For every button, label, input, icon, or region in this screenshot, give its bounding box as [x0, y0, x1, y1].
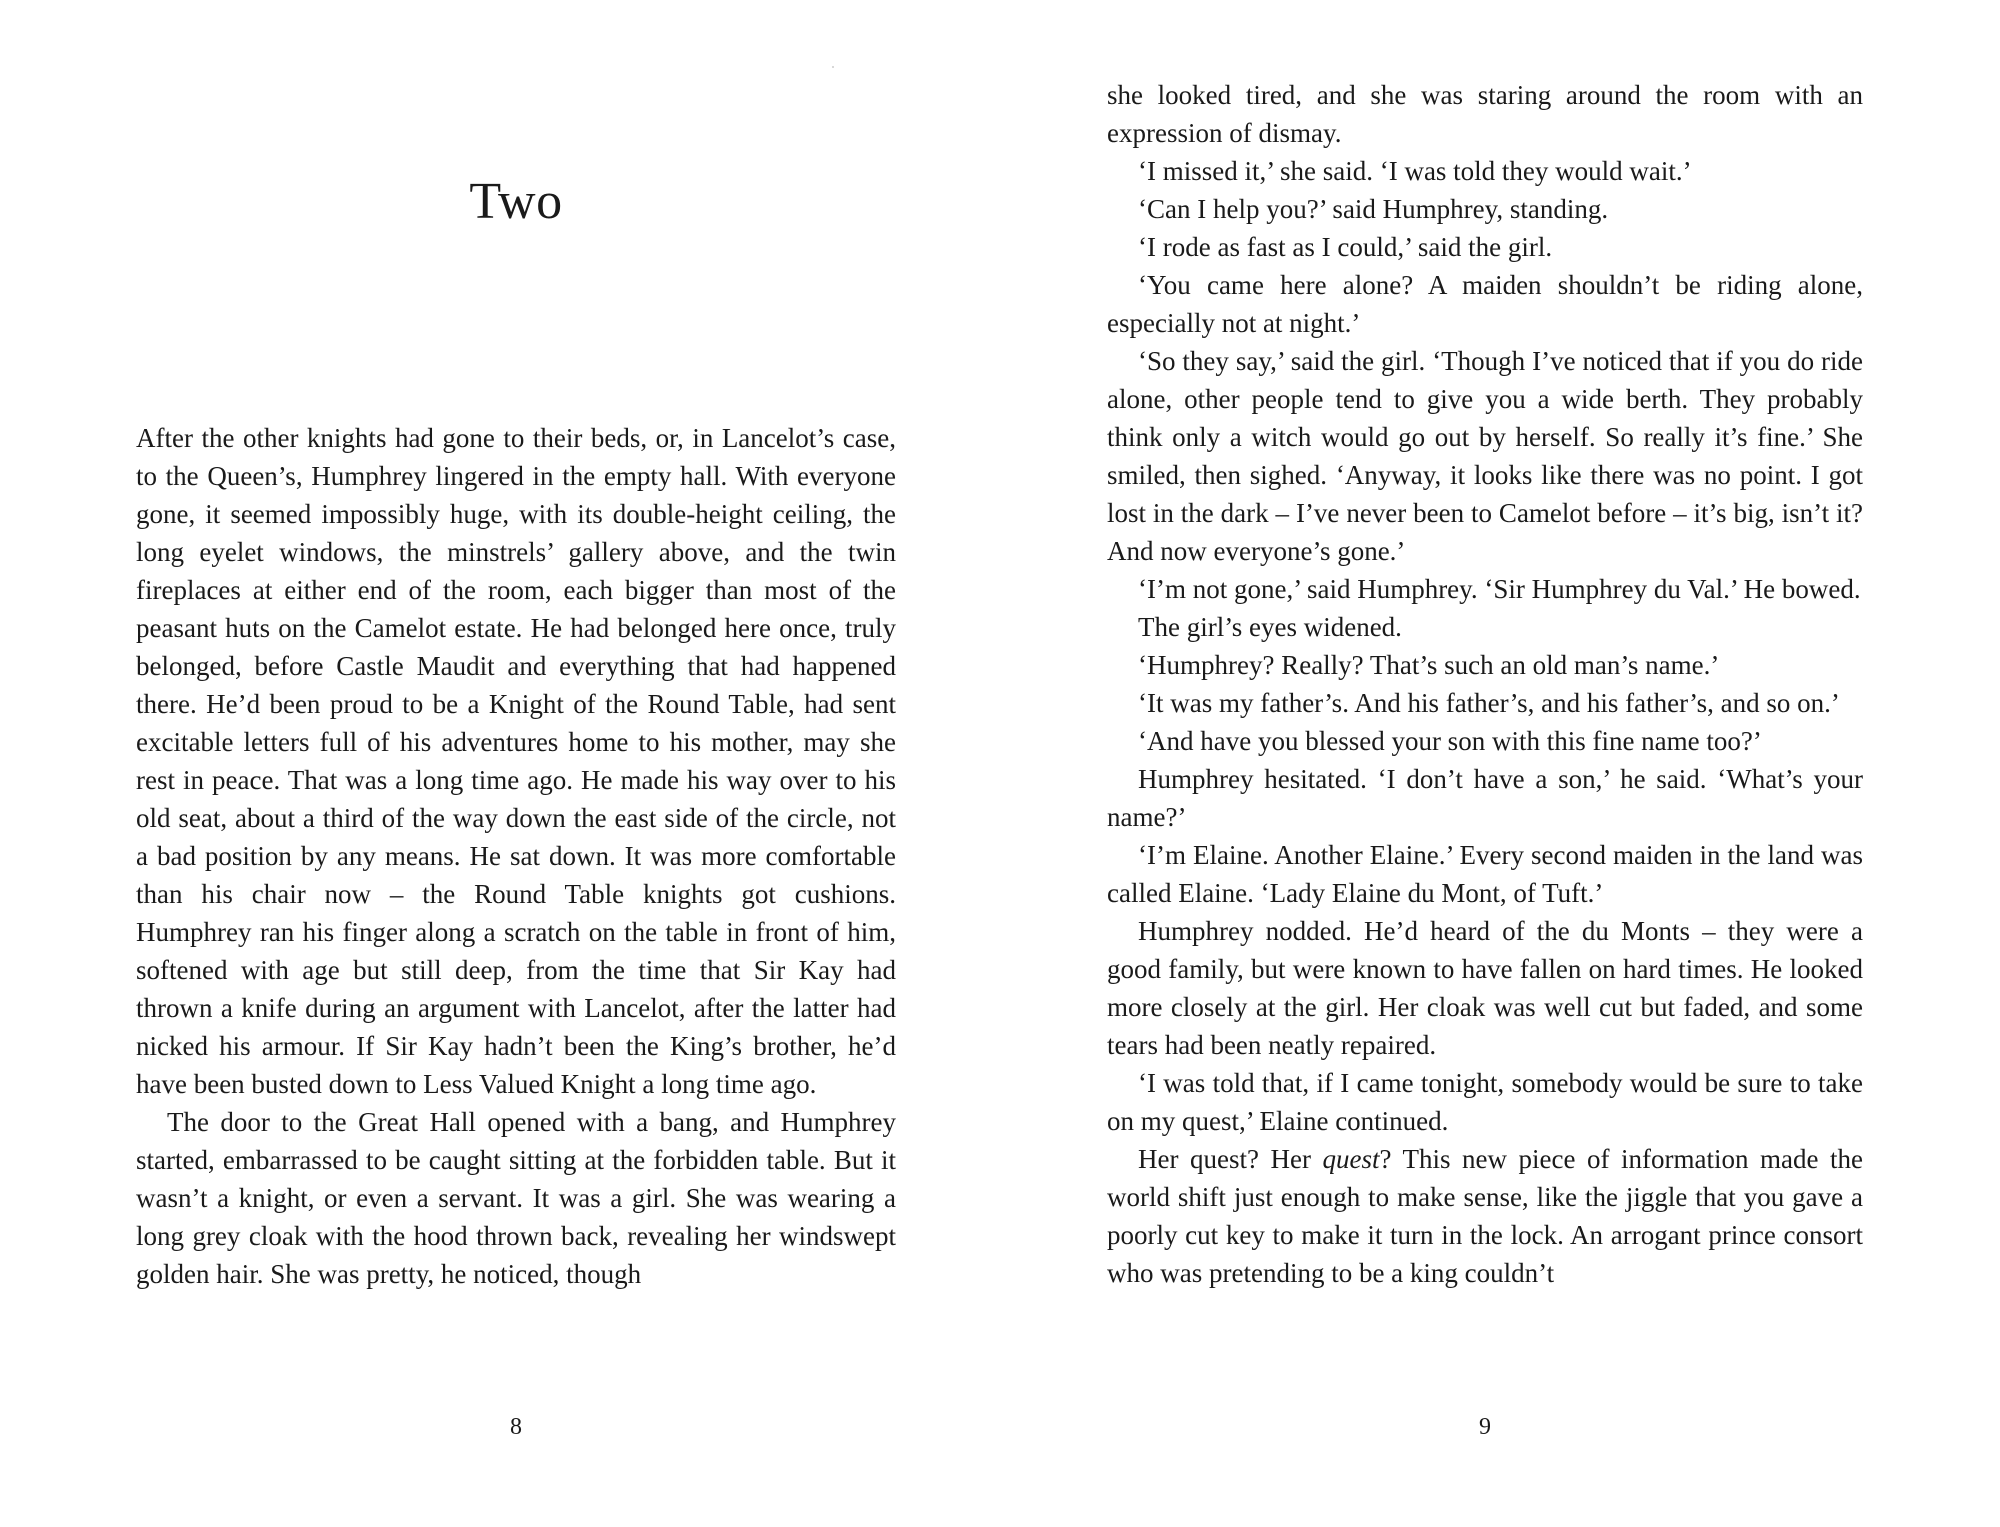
paragraph-quest	[1107, 1140, 1863, 1292]
paragraph: ‘You came here alone? A maiden shouldn’t be riding alone, especially not at night.’	[1107, 270, 1863, 338]
quest-text-start: Her quest? Her	[1138, 1144, 1323, 1174]
paragraph: ‘I rode as fast as I could,’ said the girl.	[1138, 232, 1553, 262]
print-speck	[832, 66, 834, 68]
paragraph: ‘Humphrey? Really? That’s such an old man’s name.’	[1138, 650, 1720, 680]
paragraph: ‘I missed it,’ she said. ‘I was told they would wait.’	[1138, 156, 1692, 186]
paragraph: After the other knights had gone to their beds, or, in Lancelot’s case, to the Queen’s, Humphrey lingered in the empty hall. With everyone gone, it seemed impossibly huge, with its double-height ceiling, the long eyelet windows, the minstrels’ gallery above, and the twin fireplaces at either end of the room, each bigger than most of the peasant huts on the Camelot estate. He had belonged here once, truly belonged, before Castle Maudit and everything that had happened there. He’d been proud to be a Knight of the Round Table, had sent excitable letters full of his adventures home to his mother, may she rest in peace. That was a long time ago. He made his way over to his old seat, about a third of the way down the east side of the circle, not a bad position by any means. He sat down. It was more comfortable than his chair now – the Round Table knights got cushions. Humphrey ran his finger along a scratch on the table in front of him, softened with age but still deep, from the time that Sir Kay had thrown a knife during an argument with Lancelot, after the latter had nicked his armour. If Sir Kay hadn’t been the King’s brother, he’d have been busted down to Less Valued Knight a long time ago.	[136, 423, 896, 1099]
right-page-body	[1107, 76, 1863, 1292]
paragraph: ‘Can I help you?’ said Humphrey, standing.	[1138, 194, 1609, 224]
quest-text-end: ? This new piece of information made the world shift just enough to make sense, like the jiggle that you gave a poorly cut key to make it turn in the lock. An arrogant prince consort who was pretending to be a king couldn’t	[1107, 1144, 1863, 1288]
paragraph: ‘I was told that, if I came tonight, somebody would be sure to take on my quest,’ Elaine continued.	[1107, 1068, 1863, 1136]
paragraph: Humphrey nodded. He’d heard of the du Monts – they were a good family, but were known to have fallen on hard times. He looked more closely at the girl. Her cloak was well cut but faded, and some tears had been neatly repaired.	[1107, 916, 1863, 1060]
paragraph: ‘And have you blessed your son with this fine name too?’	[1138, 726, 1762, 756]
page-number-right: 9	[1479, 1414, 1491, 1440]
right-page	[1107, 0, 1863, 1527]
paragraph: ‘I’m Elaine. Another Elaine.’ Every second maiden in the land was called Elaine. ‘Lady Elaine du Mont, of Tuft.’	[1107, 840, 1863, 908]
paragraph: ‘It was my father’s. And his father’s, and his father’s, and so on.’	[1138, 688, 1840, 718]
paragraph: ‘I’m not gone,’ said Humphrey. ‘Sir Humphrey du Val.’ He bowed.	[1138, 574, 1861, 604]
left-page	[136, 0, 896, 1527]
quest-emphasis: quest	[1322, 1144, 1380, 1174]
paragraph: The door to the Great Hall opened with a bang, and Humphrey started, embarrassed to be caught sitting at the forbidden table. But it wasn’t a knight, or even a servant. It was a girl. She was wearing a long grey cloak with the hood thrown back, revealing her windswept golden hair. She was pretty, he noticed, though	[136, 1107, 896, 1289]
page-number-left: 8	[510, 1414, 522, 1440]
paragraph: The girl’s eyes widened.	[1138, 612, 1402, 642]
left-page-body	[136, 419, 896, 1293]
paragraph: she looked tired, and she was staring around the room with an expression of dismay.	[1107, 80, 1863, 148]
chapter-title: Two	[469, 173, 563, 230]
paragraph: Humphrey hesitated. ‘I don’t have a son,’ he said. ‘What’s your name?’	[1107, 764, 1863, 832]
paragraph: ‘So they say,’ said the girl. ‘Though I’ve noticed that if you do ride alone, other people tend to give you a wide berth. They probably think only a witch would go out by herself. So really it’s fine.’ She smiled, then sighed. ‘Anyway, it looks like there was no point. I got lost in the dark – I’ve never been to Camelot before – it’s big, isn’t it? And now everyone’s gone.’	[1107, 346, 1863, 566]
